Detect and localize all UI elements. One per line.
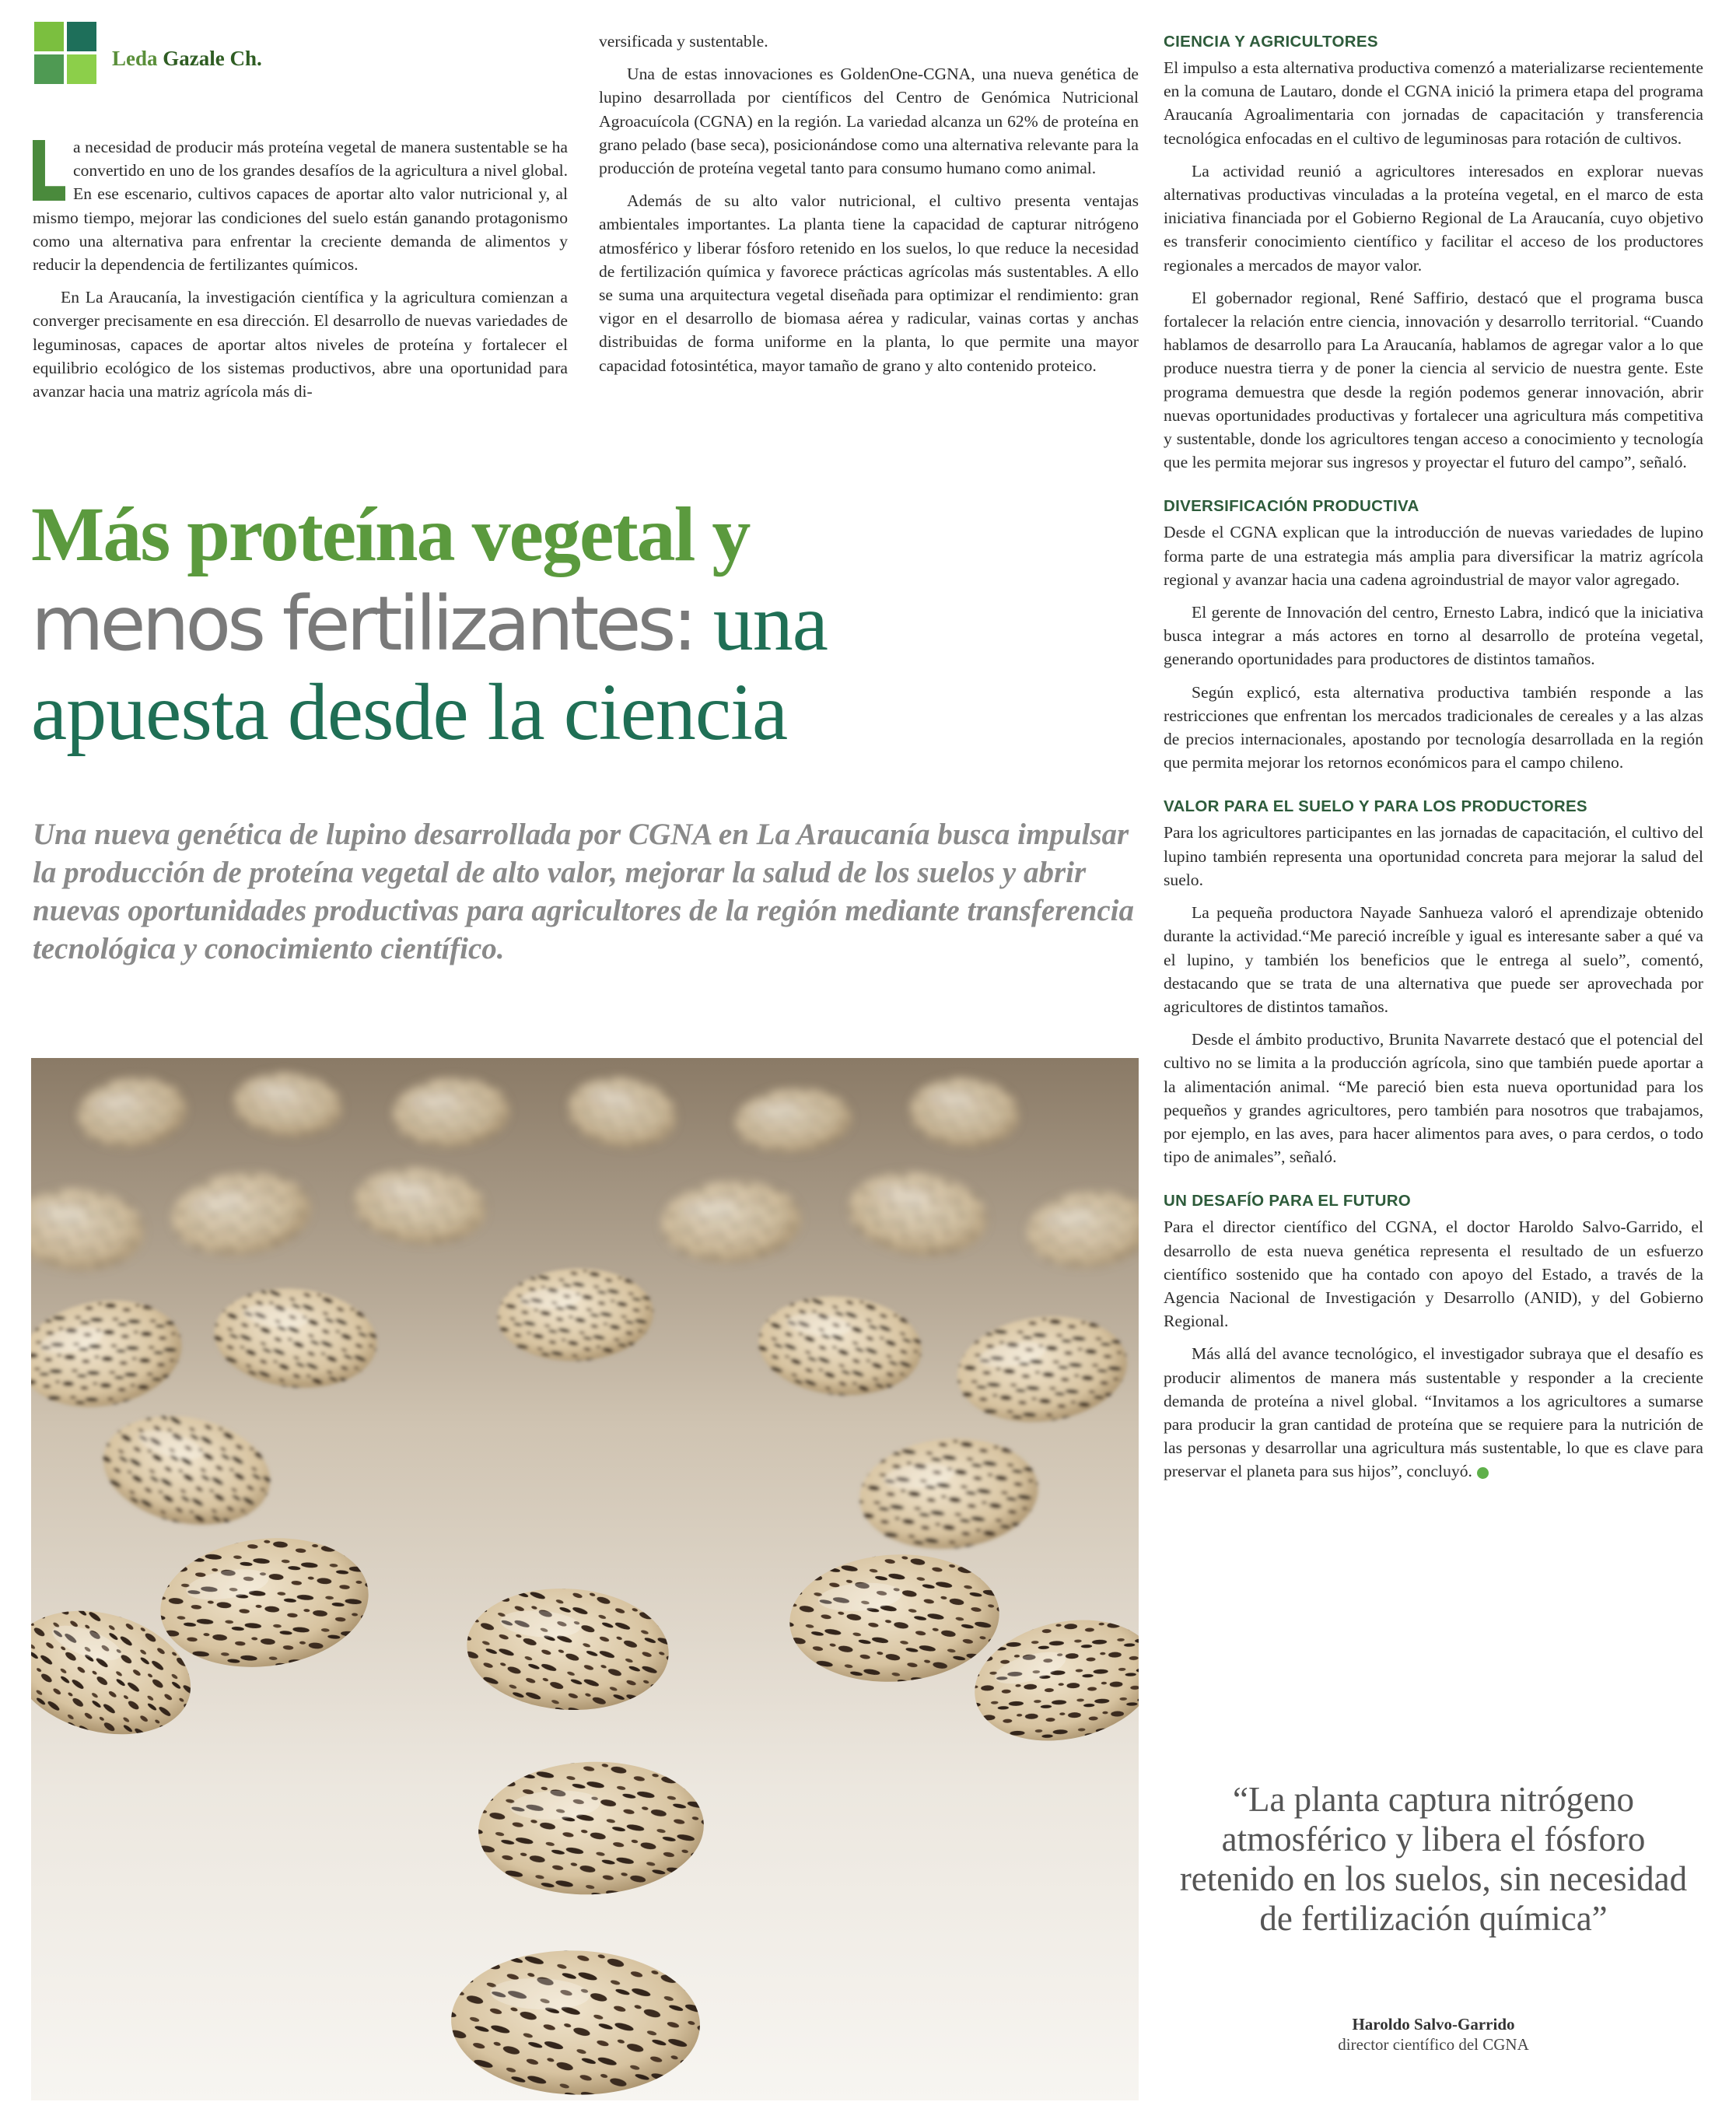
headline-line-3: apuesta desde la ciencia <box>31 667 788 757</box>
body-paragraph: La actividad reunió a agricultores interesados en explorar nuevas alternativas productivas vinculadas a la proteína vegetal, en el marco de esta iniciativa financiada por el Gobierno Regional de La Araucanía, cuyo objetivo es transferir conocimiento científico y facilitar el acceso de los productores regionales a mercados de mayor valor. <box>1164 161 1703 275</box>
column-right <box>1164 33 1703 1493</box>
body-paragraph: La pequeña productora Nayade Sanhueza valoró el aprendizaje obtenido durante la actividad.“Me pareció increíble y igual es interesante saber a qué va el lupino, y también los beneficios que le entrega al suelo”, comentó, destacando que se trata de una alternativa que puede ser aprovechada por agricultores de distintos tamaños. <box>1164 903 1703 1016</box>
section-heading: DIVERSIFICACIÓN PRODUCTIVA <box>1164 497 1419 516</box>
publication-logo <box>34 22 96 84</box>
byline-last: Gazale Ch. <box>163 47 262 70</box>
drop-cap-l-icon <box>33 140 65 201</box>
column-middle <box>599 30 1139 387</box>
body-paragraph: Para los agricultores participantes en las jornadas de capacitación, el cultivo del lupino también representa una oportunidad concreta para mejorar la salud del suelo. <box>1164 823 1703 889</box>
lupin-beans-photo <box>31 1058 1139 2100</box>
logo-recycle-icon <box>34 22 64 51</box>
quote-author: Haroldo Salvo-Garrido <box>1352 2015 1515 2034</box>
end-mark-icon <box>1477 1467 1489 1479</box>
body-paragraph: El gobernador regional, René Saffirio, destacó que el programa busca fortalecer la relación entre ciencia, innovación y desarrollo territorial. “Cuando hablamos de desarrollo para La Araucanía, hablamos de agregar valor a lo que produce nuestra tierra y de poner la ciencia al servicio de nuestra gente. Este programa demuestra que desde la región podemos generar innovación, abrir nuevas oportunidades productivas y fortalecer una agricultura más competitiva y sustentable, donde los agricultores tengan acceso a conocimiento y tecnología que les permita mejorar sus ingresos y proyectar el futuro del campo”, señaló. <box>1164 288 1703 472</box>
logo-sprout-icon <box>67 54 96 84</box>
section-heading: CIENCIA Y AGRICULTORES <box>1164 33 1378 51</box>
headline-line-2: menos fertilizantes: una <box>31 578 828 667</box>
body-paragraph: Según explicó, esta alternativa productiva también responde a las restricciones que enfrentan los mercados tradicionales de cereales y a las alzas de precios internacionales, apostando por tecnología desarrollada en la región que permita mejorar los retornos económicos para el campo chileno. <box>1164 682 1703 772</box>
subtitle: Una nueva genética de lupino desarrollada por CGNA en La Araucanía busca impulsar la producción de proteína vegetal de alto valor, mejorar la salud de los suelos y abrir nuevas oportunidades productivas para agricultores de la región mediante transferencia tecnológica y conocimiento científico. <box>33 818 1134 965</box>
byline-first: Leda <box>112 47 158 70</box>
quote-role: director científico del CGNA <box>1338 2035 1529 2054</box>
intro-paragraph: a necesidad de producir más proteína vegetal de manera sustentable se ha convertido en uno de los grandes desafíos de la agricultura a nivel global. En ese escenario, cultivos capaces de aportar alto valor nutricional y, al mismo tiempo, mejorar las condiciones del suelo están ganando protagonismo como una alternativa para enfrentar la creciente demanda de alimentos y reducir la dependencia de fertilizantes químicos. <box>33 138 568 275</box>
body-paragraph: Desde el ámbito productivo, Brunita Navarrete destacó que el potencial del cultivo no se limita a la producción agrícola, sino que también puede aportar a la alimentación animal. “Me pareció bien esta nueva oportunidad para los pequeños y grandes agricultores, pero también para nosotros que trabajamos, por ejemplo, en las aves, para hacer alimentos para aves, o para cerdos, o todo tipo de animales”, señaló. <box>1164 1030 1703 1167</box>
body-paragraph: Para el director científico del CGNA, el doctor Haroldo Salvo-Garrido, el desarrollo de esta nueva genética representa el resultado de un esfuerzo científico sostenido que ha contado con apoyo del Estado, a través de la Agencia Nacional de Investigación y Desarrollo (ANID), y del Gobierno Regional. <box>1164 1217 1703 1331</box>
headline-line-1: Más proteína vegetal y <box>31 491 750 577</box>
body-paragraph: Además de su alto valor nutricional, el cultivo presenta ventajas ambientales importantes. La planta tiene la capacidad de capturar nitrógeno atmosférico y liberar fósforo retenido en los suelos, lo que reduce la necesidad de fertilización química y favorece prácticas agrícolas más sustentables. A ello se suma una arquitectura vegetal diseñada para optimizar el rendimiento: gran vigor en el desarrollo de biomasa aérea y radicular, vainas cortas y anchas distribuidas de forma uniforme en la planta, lo que permite una mayor capacidad fotosintética, mayor tamaño de grano y alto contenido proteico. <box>599 191 1139 375</box>
logo-house-icon <box>67 22 96 51</box>
body-paragraph: El gerente de Innovación del centro, Ernesto Labra, indicó que la iniciativa busca integrar a más actores en torno al desarrollo de proteína vegetal, generando oportunidades para productores de distintos tamaños. <box>1164 603 1703 669</box>
section-heading: VALOR PARA EL SUELO Y PARA LOS PRODUCTORES <box>1164 797 1587 816</box>
body-paragraph: En La Araucanía, la investigación científica y la agricultura comienzan a converger precisamente en esa dirección. El desarrollo de nuevas variedades de leguminosas, capaces de aportar altos niveles de proteína y fortalecer el equilibrio ecológico de los sistemas productivos, abre una oportunidad para avanzar hacia una matriz agrícola más di- <box>33 288 568 401</box>
byline <box>112 47 262 71</box>
headline <box>31 490 1136 757</box>
body-paragraph: Más allá del avance tecnológico, el investigador subraya que el desafío es producir alimentos de manera más sustentable y responder a la creciente demanda de proteína a nivel global. “Invitamos a los agricultores a sumarse para producir la gran cantidad de proteína que se requiere para la nutrición de las personas y desarrollar una agricultura más sustentable, lo que es clave para preservar el planeta para sus hijos”, concluyó. <box>1164 1344 1703 1481</box>
section-heading: UN DESAFÍO PARA EL FUTURO <box>1164 1192 1412 1210</box>
logo-leaf-icon <box>34 54 64 84</box>
pull-quote: “La planta captura nitrógeno atmosférico y libera el fósforo retenido en los suelos, sin necesidad de fertilización química” <box>1179 1780 1688 1938</box>
body-paragraph: versificada y sustentable. <box>599 32 768 51</box>
body-paragraph: El impulso a esta alternativa productiva comenzó a materializarse recientemente en la comuna de Lautaro, donde el CGNA inició la primera etapa del programa Araucanía Agroalimentaria con jornadas de capacitación y transferencia tecnológica enfocadas en el cultivo de leguminosas para rotación de cultivos. <box>1164 58 1703 148</box>
body-paragraph: Una de estas innovaciones es GoldenOne-CGNA, una nueva genética de lupino desarrollada por científicos del Centro de Genómica Nutricional Agroacuícola (CGNA) en la región. La variedad alcanza un 62% de proteína en grano pelado (base seca), posicionándose como una alternativa relevante para la producción de proteína vegetal tanto para consumo humano como animal. <box>599 65 1139 178</box>
column-left <box>33 135 568 412</box>
body-paragraph: Desde el CGNA explican que la introducción de nuevas variedades de lupino forma parte de una estrategia más amplia para diversificar la matriz agrícola regional y avanzar hacia una cadena agroindustrial de mayor valor agregado. <box>1164 523 1703 589</box>
